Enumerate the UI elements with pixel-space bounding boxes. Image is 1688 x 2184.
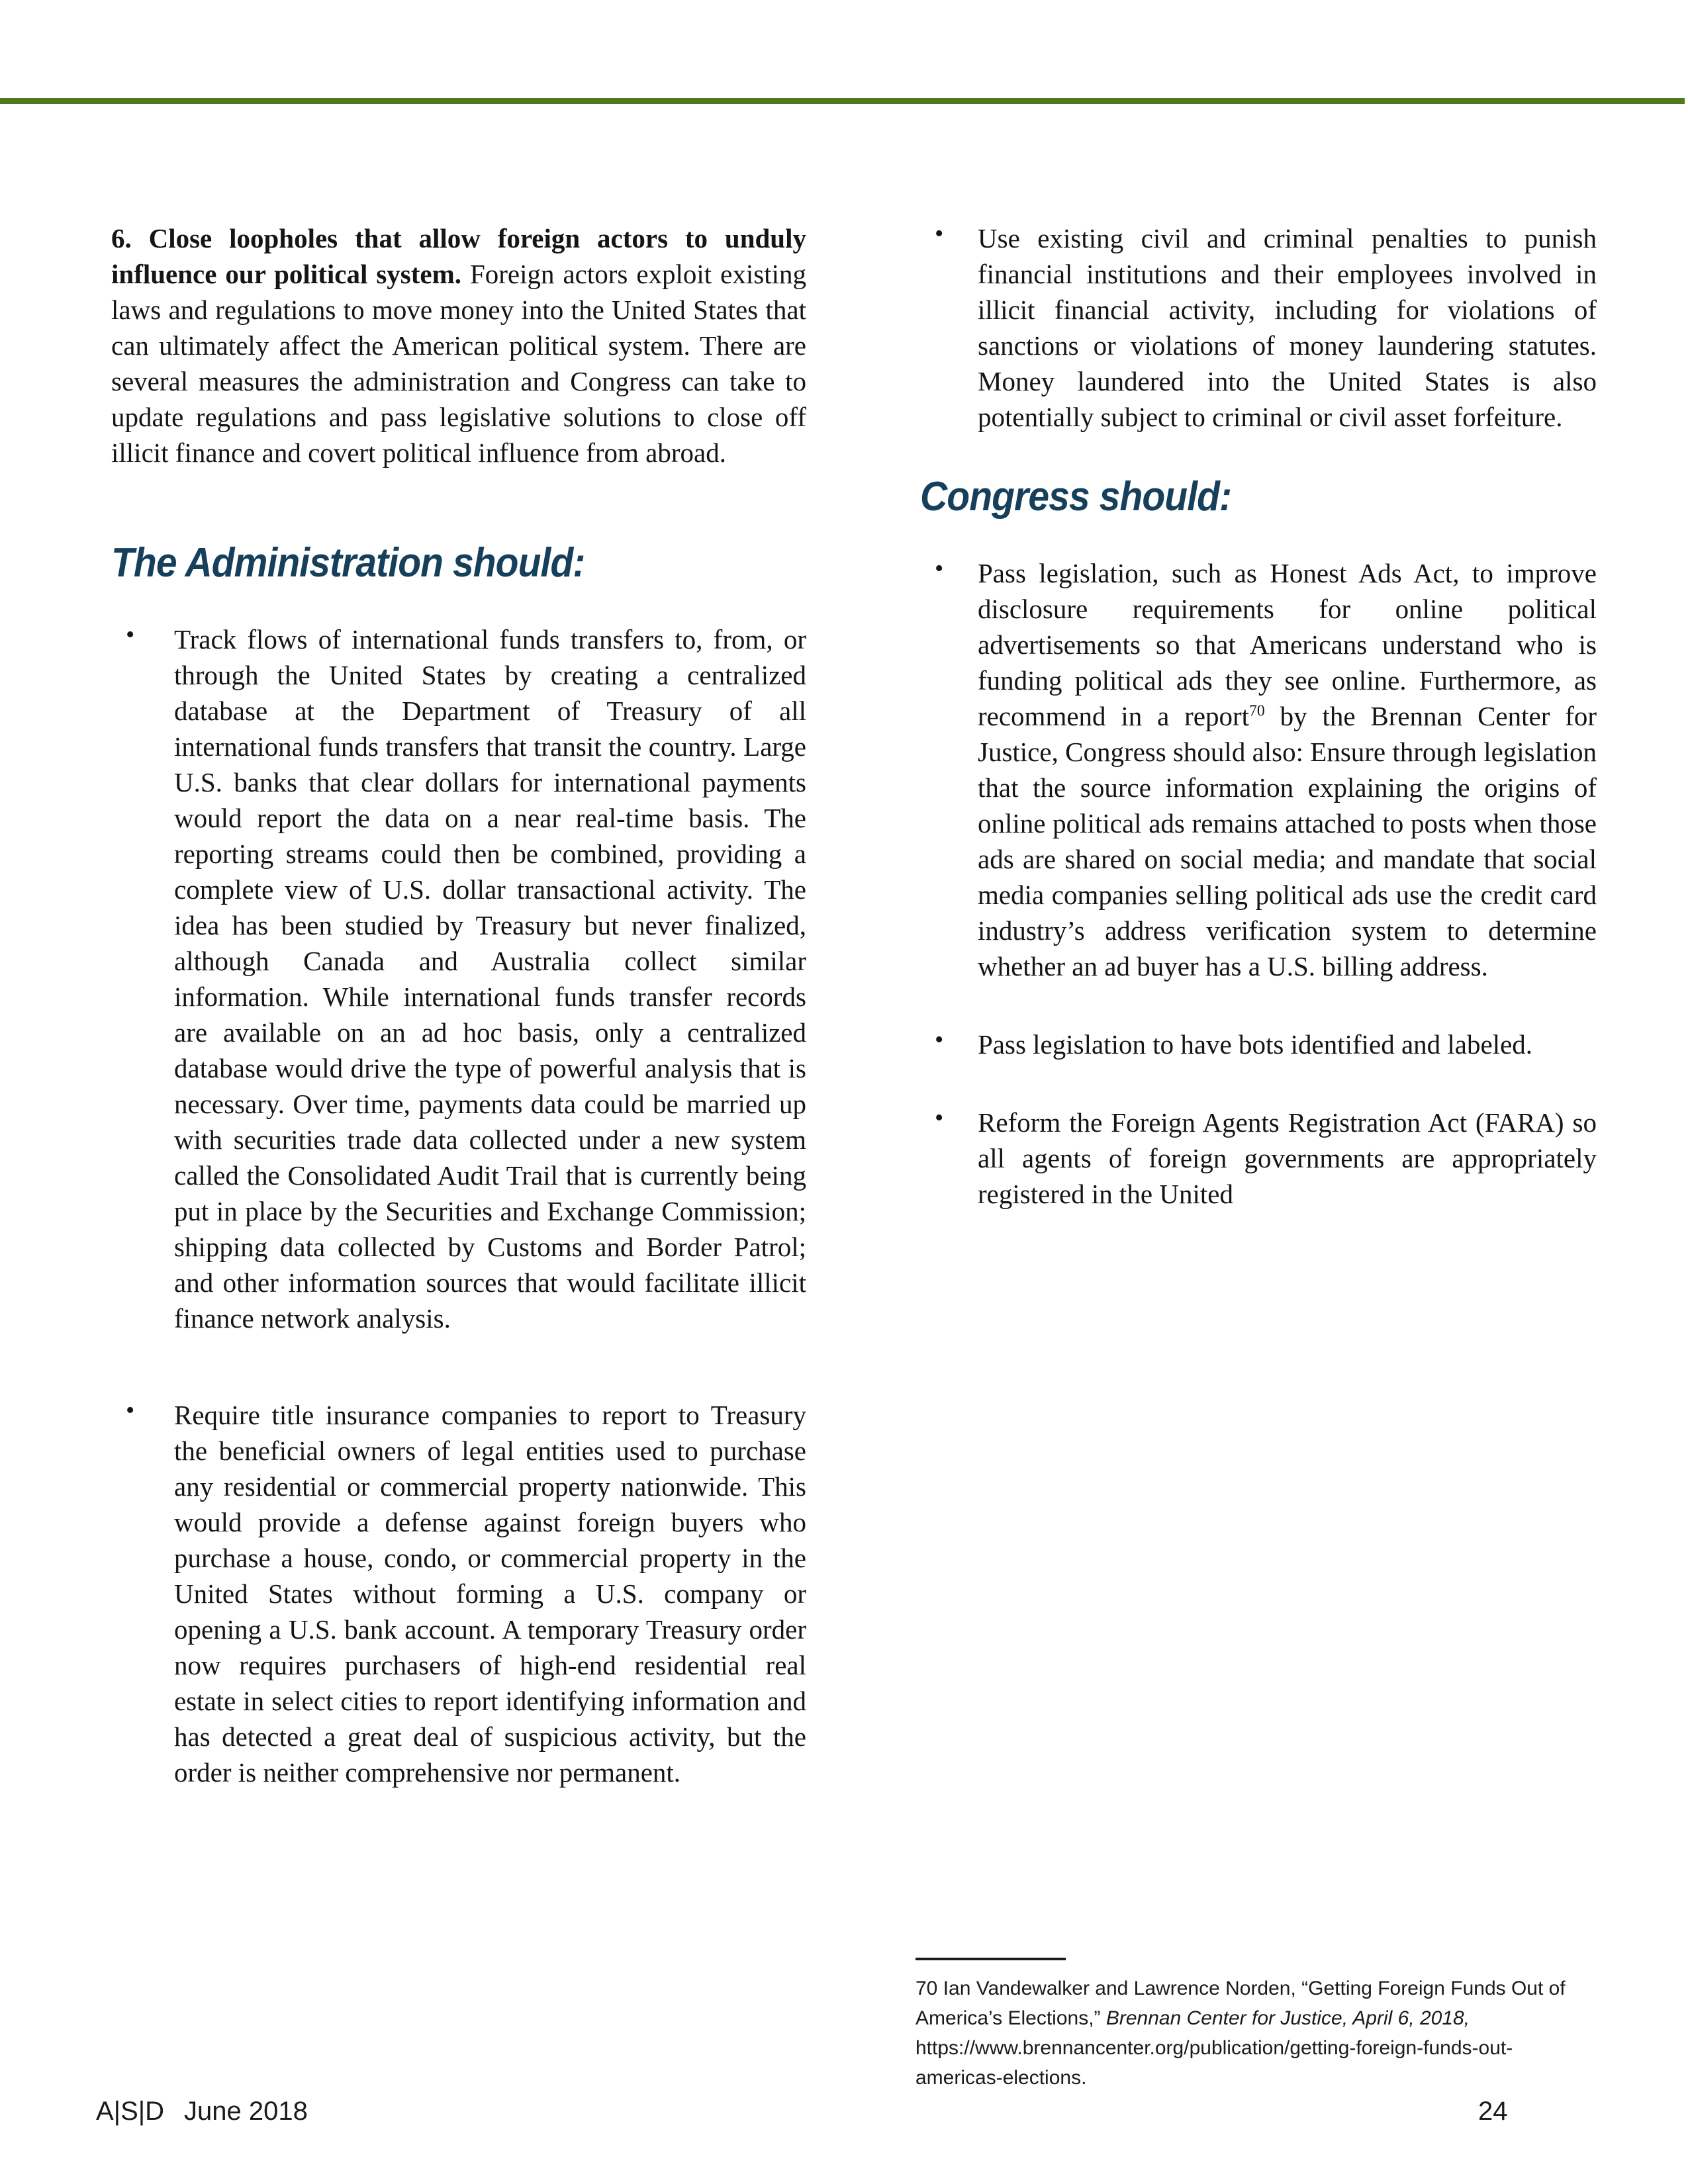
intro-lead-bold: 6. Close loopholes that allow foreign actors to unduly influence our political system. bbox=[111, 223, 806, 289]
intro-paragraph bbox=[111, 220, 806, 471]
bullet-track-flows: Track flows of international funds transfers to, from, or through the United States by creating a centralized database at the Department of Treasury of all international funds transfers that transit the country. Large U.S. banks that clear dollars for international payments would report the data on a near real-time basis. The reporting streams could then be combined, providing a complete view of U.S. dollar transactional activity. The idea has been studied by Treasury but never finalized, although Canada and Australia collect similar information. While international funds transfer records are available on an ad hoc basis, only a centralized database would drive the type of powerful analysis that is necessary. Over time, payments data could be married up with securities trade data collected under a new system called the Consolidated Audit Trail that is currently being put in place by the Securities and Exchange Commission; shipping data collected by Customs and Border Patrol; and other information sources that would facilitate illicit finance network analysis. bbox=[174, 624, 806, 1334]
footnote-url: https://www.brennancenter.org/publication/getting-foreign-funds-out-americas-elections. bbox=[915, 2037, 1513, 2089]
list-item bbox=[111, 621, 806, 1336]
list-item bbox=[920, 1105, 1597, 1212]
footnote-number: 70 bbox=[915, 1978, 938, 1999]
list-item bbox=[920, 220, 1597, 435]
bullet-honest-ads-text-cont: by the Brennan Center for Justice, Congress should also: Ensure through legislation that the source information explaining the origins of online political ads remains attached to posts when those ads are shared on social media; and mandate that social media companies selling political ads use the credit card industry’s address verification system to determine whether an ad buyer has a U.S. billing address. bbox=[978, 701, 1597, 981]
footer-brand: A|S|D bbox=[96, 2097, 165, 2126]
footer-date: June 2018 bbox=[184, 2097, 308, 2126]
footnote-source-italic: Brennan Center for Justice, April 6, 2018, bbox=[1105, 2007, 1470, 2029]
right-column bbox=[920, 220, 1597, 1212]
bullet-icon: • bbox=[126, 1396, 135, 1424]
bullet-icon: • bbox=[935, 555, 944, 582]
list-item bbox=[111, 1397, 806, 1790]
left-column bbox=[111, 220, 806, 1790]
footnote-block bbox=[915, 1958, 1597, 2093]
footnote-70 bbox=[915, 1974, 1597, 2093]
footnote-reference-marker: 70 bbox=[1249, 702, 1265, 720]
list-item bbox=[920, 555, 1597, 984]
bullet-bots-labeled: Pass legislation to have bots identified and labeled. bbox=[978, 1029, 1533, 1060]
bullet-icon: • bbox=[126, 621, 135, 649]
footer-left bbox=[96, 2097, 308, 2126]
page-number: 24 bbox=[1478, 2097, 1508, 2126]
bullet-honest-ads-text: Pass legislation, such as Honest Ads Act, to improve disclosure requirements for online political advertisements so that Americans understand who is funding political ads they see online. Furthermore, as recommend in a report bbox=[978, 558, 1597, 731]
list-item bbox=[920, 1026, 1597, 1062]
footnote-divider-rule bbox=[915, 1958, 1066, 1960]
bullet-icon: • bbox=[935, 1104, 944, 1132]
bullet-title-insurance: Require title insurance companies to report to Treasury the beneficial owners of legal entities used to purchase any residential or commercial property nationwide. This would provide a defense against foreign buyers who purchase a house, condo, or commercial property in the United States without forming a U.S. company or opening a U.S. bank account. A temporary Treasury order now requires purchasers of high-end residential real estate in select cities to report identifying information and has detected a great deal of suspicious activity, but the order is neither comprehensive nor permanent. bbox=[174, 1400, 806, 1788]
bullet-honest-ads bbox=[978, 555, 1597, 984]
bullet-icon: • bbox=[935, 1026, 944, 1054]
congress-should-heading: Congress should: bbox=[920, 474, 1232, 520]
bullet-reform-fara: Reform the Foreign Agents Registration Act (FARA) so all agents of foreign governments are appropriately registered in the United bbox=[978, 1107, 1597, 1209]
top-divider-rule bbox=[0, 98, 1685, 104]
footnote-text: Ian Vandewalker and Lawrence Norden, “Getting Foreign Funds Out of America’s Elections,” bbox=[915, 1978, 1566, 2029]
intro-body: Foreign actors exploit existing laws and regulations to move money into the United States that can ultimately affect the American political system. There are several measures the administration and Congress can take to update regulations and pass legislative solutions to close off illicit finance and covert political influence from abroad. bbox=[111, 259, 806, 468]
bullet-civil-criminal-penalties: Use existing civil and criminal penalties to punish financial institutions and their employees involved in illicit financial activity, including for violations of sanctions or violations of money laundering statutes. Money laundered into the United States is also potentially subject to criminal or civil asset forfeiture. bbox=[978, 223, 1597, 432]
administration-should-heading: The Administration should: bbox=[111, 540, 585, 586]
bullet-icon: • bbox=[935, 220, 944, 248]
